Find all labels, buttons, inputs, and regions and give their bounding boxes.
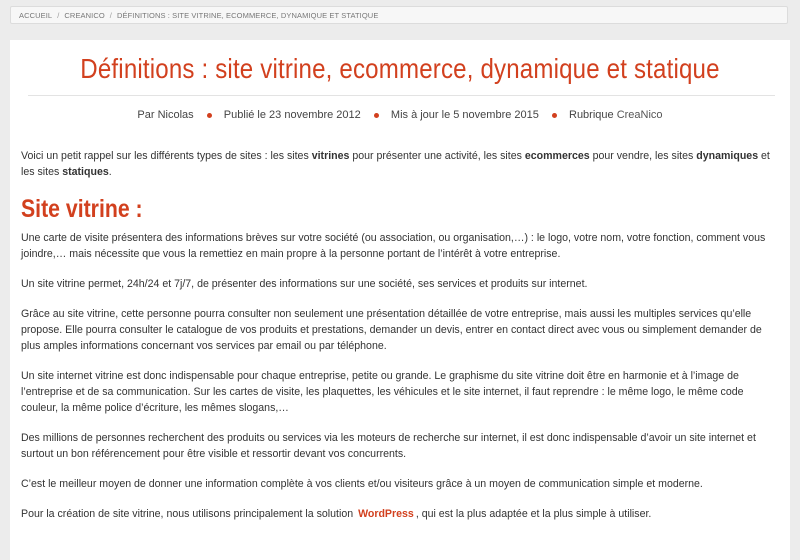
intro-bold-statiques: statiques (62, 166, 109, 178)
breadcrumb (10, 6, 788, 24)
breadcrumb-home-link[interactable]: ACCUEIL (19, 10, 53, 20)
breadcrumb-creanico-link[interactable]: CREANICO (64, 10, 105, 20)
bullet-dot-icon (552, 113, 557, 118)
paragraph: Grâce au site vitrine, cette personne pourra consulter non seulement une présentation détaillée de votre entreprise, mais aussi les multiples services qu’elle propose. Elle pourra consulter le catalogue de vos produits et prestations, demander un devis, entrer en contact direct avec vous ou simplement demander de plus amples informations concernant vos services par email ou par téléphone. (21, 308, 762, 352)
breadcrumb-current-page: DÉFINITIONS : SITE VITRINE, ECOMMERCE, DYNAMIQUE ET STATIQUE (116, 10, 379, 20)
breadcrumb-separator: / (109, 10, 112, 20)
intro-text: et les sites (21, 150, 770, 178)
paragraph: Une carte de visite présentera des informations brèves sur votre société (ou association, ou organisation,…) : le logo, votre nom, votre fonction, comment vous joindre,… mais nécessite que vous la remettiez en main propre à la personne portant de l’intérêt à votre entreprise. (21, 232, 766, 260)
paragraph: Des millions de personnes recherchent des produits ou services via les moteurs de recherche sur internet, il est donc indispensable d’avoir un site internet et surtout un bon référencement pour être visible et ressortir devant vos concurrents. (21, 432, 756, 460)
intro-text: pour présenter une activité, les sites (349, 150, 525, 162)
intro-text: . (108, 166, 112, 178)
meta-published-date: Publié le 23 novembre 2012 (223, 109, 361, 121)
paragraph: C’est le meilleur moyen de donner une information complète à vos clients et/ou visiteurs grâce à un moyen de communication simple et moderne. (21, 478, 703, 490)
intro-paragraph (21, 148, 776, 180)
meta-category-prefix: Rubrique (569, 109, 614, 121)
article-card (10, 40, 790, 560)
paragraph-wordpress (21, 506, 776, 522)
bullet-dot-icon (374, 113, 379, 118)
bullet-dot-icon (207, 113, 212, 118)
article-content (21, 148, 776, 536)
intro-text: Voici un petit rappel sur les différents types de sites : les sites (21, 150, 312, 162)
breadcrumb-separator: / (57, 10, 60, 20)
paragraph-text: , qui est la plus adaptée et la plus simple à utiliser. (415, 508, 652, 520)
page-title: Définitions : site vitrine, ecommerce, dynamique et statique (80, 53, 720, 84)
paragraph: Un site internet vitrine est donc indispensable pour chaque entreprise, petite ou grande. Le graphisme du site vitrine doit être en harmonie et à l’image de l’entreprise et de sa communication. Sur les cartes de visite, les plaquettes, les véhicules et le site internet, il faut reprendre : le même logo, le même code couleur, la même police d’écriture, les mêmes slogans,… (21, 370, 744, 414)
wordpress-link[interactable]: WordPress (358, 508, 414, 520)
meta-author[interactable]: Par Nicolas (137, 109, 194, 121)
article-meta (10, 109, 790, 121)
intro-bold-vitrines: vitrines (311, 150, 350, 162)
meta-updated-date: Mis à jour le 5 novembre 2015 (390, 109, 539, 121)
paragraph-text: Pour la création de site vitrine, nous utilisons principalement la solution (21, 508, 357, 520)
intro-bold-ecommerces: ecommerces (524, 150, 590, 162)
title-divider (28, 95, 775, 96)
intro-bold-dynamiques: dynamiques (696, 150, 759, 162)
meta-category-link[interactable]: CreaNico (616, 109, 663, 121)
paragraph: Un site vitrine permet, 24h/24 et 7j/7, de présenter des informations sur une société, ses services et produits sur internet. (21, 278, 588, 290)
section-heading-site-vitrine: Site vitrine : (21, 195, 143, 223)
intro-text: pour vendre, les sites (589, 150, 697, 162)
